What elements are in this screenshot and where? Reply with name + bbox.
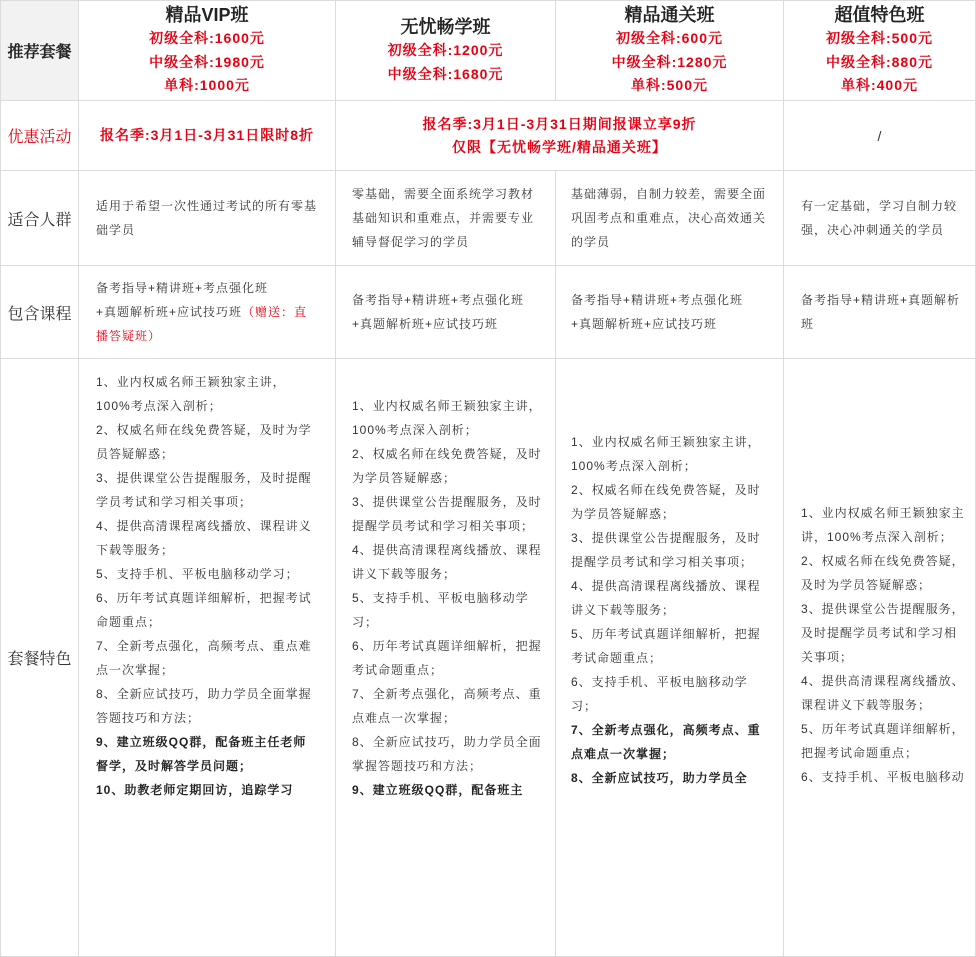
package-header-worry-free: [336, 1, 556, 101]
feature-item: 5、历年考试真题详细解析，把握考试命题重点；: [571, 627, 761, 665]
audience-worry-free: [336, 171, 556, 266]
feature-item: 1、业内权威名师王颖独家主讲，100%考点深入剖析；: [571, 435, 761, 473]
price-single-subject: 单科:400元: [840, 77, 919, 94]
promotion-vip: [79, 101, 336, 171]
feature-item: 6、历年考试真题详细解析，把握考试命题重点；: [96, 591, 312, 629]
feature-list: [801, 501, 967, 789]
course-line: 备考指导+精讲班+考点强化班: [96, 281, 269, 295]
row-label-packages: 推荐套餐: [1, 1, 79, 101]
feature-item: 5、支持手机、平板电脑移动学习；: [352, 591, 529, 629]
price-primary-full: 初级全科:1600元: [149, 30, 265, 47]
feature-item: 1、业内权威名师王颖独家主讲，100%考点深入剖析；: [352, 399, 542, 437]
course-line: +真题解析班+应试技巧班: [352, 317, 499, 331]
feature-item: 10、助教老师定期回访，追踪学习: [96, 783, 294, 797]
courses-vip: [79, 266, 336, 359]
price-primary-full: 初级全科:600元: [615, 30, 724, 47]
package-name: 精品通关班: [624, 5, 715, 26]
row-label-features: 套餐特色: [1, 359, 79, 957]
feature-item: 9、建立班级QQ群，配备班主: [352, 783, 524, 797]
row-target-audience: [1, 171, 976, 266]
promotion-scope: 仅限【无忧畅学班/精品通关班】: [452, 138, 667, 155]
feature-item: 6、支持手机、平板电脑移动: [801, 770, 965, 784]
feature-item: 3、提供课堂公告提醒服务，及时提醒学员考试和学习相关事项；: [352, 495, 542, 533]
feature-item: 4、提供高清课程离线播放、课程讲义下载等服务；: [352, 543, 542, 581]
feature-item: 2、权威名师在线免费答疑，及时为学员答疑解惑；: [571, 483, 761, 521]
features-pass: [556, 359, 784, 957]
feature-item: 8、全新应试技巧，助力学员全面掌握答题技巧和方法；: [352, 735, 542, 773]
feature-list: [352, 394, 544, 802]
feature-item: 2、权威名师在线免费答疑，及时为学员答疑解惑；: [801, 554, 965, 592]
features-value: [784, 359, 976, 957]
feature-item: 4、提供高清课程离线播放、课程讲义下载等服务；: [96, 519, 312, 557]
feature-item: 2、权威名师在线免费答疑，及时为学员答疑解惑；: [352, 447, 542, 485]
feature-item: 8、全新应试技巧，助力学员全面掌握答题技巧和方法；: [96, 687, 312, 725]
price-intermediate-full: 中级全科:1680元: [387, 65, 504, 82]
courses-worry-free: [336, 266, 556, 359]
features-vip: [79, 359, 336, 957]
price-intermediate-full: 中级全科:1980元: [149, 53, 265, 70]
course-list: [571, 288, 769, 336]
feature-item: 7、全新考点强化，高频考点、重点难点一次掌握；: [96, 639, 312, 677]
package-header-value: [784, 1, 976, 101]
package-header-pass: [556, 1, 784, 101]
feature-list: [571, 430, 769, 790]
feature-item: 3、提供课堂公告提醒服务，及时提醒学员考试和学习相关事项；: [96, 471, 312, 509]
gift-note: （赠送：直播答疑班）: [96, 305, 308, 343]
price-intermediate-full: 中级全科:1280元: [611, 53, 728, 70]
price-primary-full: 初级全科:1200元: [387, 42, 504, 58]
row-label-promotion: 优惠活动: [1, 101, 79, 171]
feature-item: 4、提供高清课程离线播放、课程讲义下载等服务；: [801, 674, 965, 712]
feature-item: 3、提供课堂公告提醒服务，及时提醒学员考试和学习相关事项；: [571, 531, 761, 569]
courses-pass: [556, 266, 784, 359]
audience-text: 有一定基础，学习自制力较强，决心冲刺通关的学员: [801, 199, 958, 237]
promotion-none: /: [784, 101, 976, 171]
courses-value: [784, 266, 976, 359]
audience-text: 基础薄弱，自制力较差，需要全面巩固考点和重难点，决心高效通关的学员: [571, 187, 767, 249]
course-line: +真题解析班+应试技巧班: [571, 317, 718, 331]
course-line: 备考指导+精讲班+考点强化班: [352, 293, 525, 307]
feature-list: [96, 370, 317, 802]
feature-item: 7、全新考点强化，高频考点、重点难点一次掌握；: [571, 723, 761, 761]
feature-item: 5、历年考试真题详细解析，把握考试命题重点；: [801, 722, 965, 760]
row-label-courses: 包含课程: [1, 266, 79, 359]
course-list: [352, 288, 544, 336]
promotion-shared: [336, 101, 784, 171]
audience-vip: [79, 171, 336, 266]
package-name: 精品VIP班: [165, 5, 249, 26]
package-name: 超值特色班: [834, 5, 925, 26]
price-primary-full: 初级全科:500元: [825, 30, 934, 47]
package-header-vip: [79, 1, 336, 101]
feature-item: 8、全新应试技巧，助力学员全: [571, 771, 748, 785]
row-recommended-packages: [1, 1, 976, 101]
feature-item: 9、建立班级QQ群，配备班主任老师督学，及时解答学员问题；: [96, 735, 307, 773]
course-list: 备考指导+精讲班+真题解析班: [801, 293, 961, 331]
course-line: +真题解析班+应试技巧班: [96, 305, 243, 319]
promotion-text: 报名季:3月1日-3月31日期间报课立享9折: [422, 115, 697, 132]
course-list: [96, 276, 317, 348]
course-line: 备考指导+精讲班+考点强化班: [571, 293, 744, 307]
feature-item: 7、全新考点强化，高频考点、重点难点一次掌握；: [352, 687, 542, 725]
audience-text: 适用于希望一次性通过考试的所有零基础学员: [96, 199, 318, 237]
price-intermediate-full: 中级全科:880元: [825, 53, 934, 70]
feature-item: 1、业内权威名师王颖独家主讲，100%考点深入剖析；: [96, 375, 286, 413]
price-single-subject: 单科:1000元: [164, 77, 250, 94]
row-promotions: [1, 101, 976, 171]
feature-item: 1、业内权威名师王颖独家主讲，100%考点深入剖析；: [801, 506, 965, 544]
audience-pass: [556, 171, 784, 266]
audience-text: 零基础，需要全面系统学习教材基础知识和重难点，并需要专业辅导督促学习的学员: [352, 187, 535, 249]
feature-item: 2、权威名师在线免费答疑，及时为学员答疑解惑；: [96, 423, 312, 461]
feature-item: 6、历年考试真题详细解析，把握考试命题重点；: [352, 639, 542, 677]
feature-item: 6、支持手机、平板电脑移动学习；: [571, 675, 748, 713]
price-single-subject: 单科:500元: [630, 77, 709, 94]
row-package-features: [1, 359, 976, 957]
feature-item: 3、提供课堂公告提醒服务，及时提醒学员考试和学习相关事项；: [801, 602, 965, 664]
promotion-text: 报名季:3月1日-3月31日限时8折: [99, 127, 315, 143]
features-worry-free: [336, 359, 556, 957]
row-included-courses: [1, 266, 976, 359]
feature-item: 5、支持手机、平板电脑移动学习；: [96, 567, 299, 581]
package-name: 无忧畅学班: [400, 17, 491, 37]
audience-value: [784, 171, 976, 266]
feature-item: 4、提供高清课程离线播放、课程讲义下载等服务；: [571, 579, 761, 617]
row-label-audience: 适合人群: [1, 171, 79, 266]
